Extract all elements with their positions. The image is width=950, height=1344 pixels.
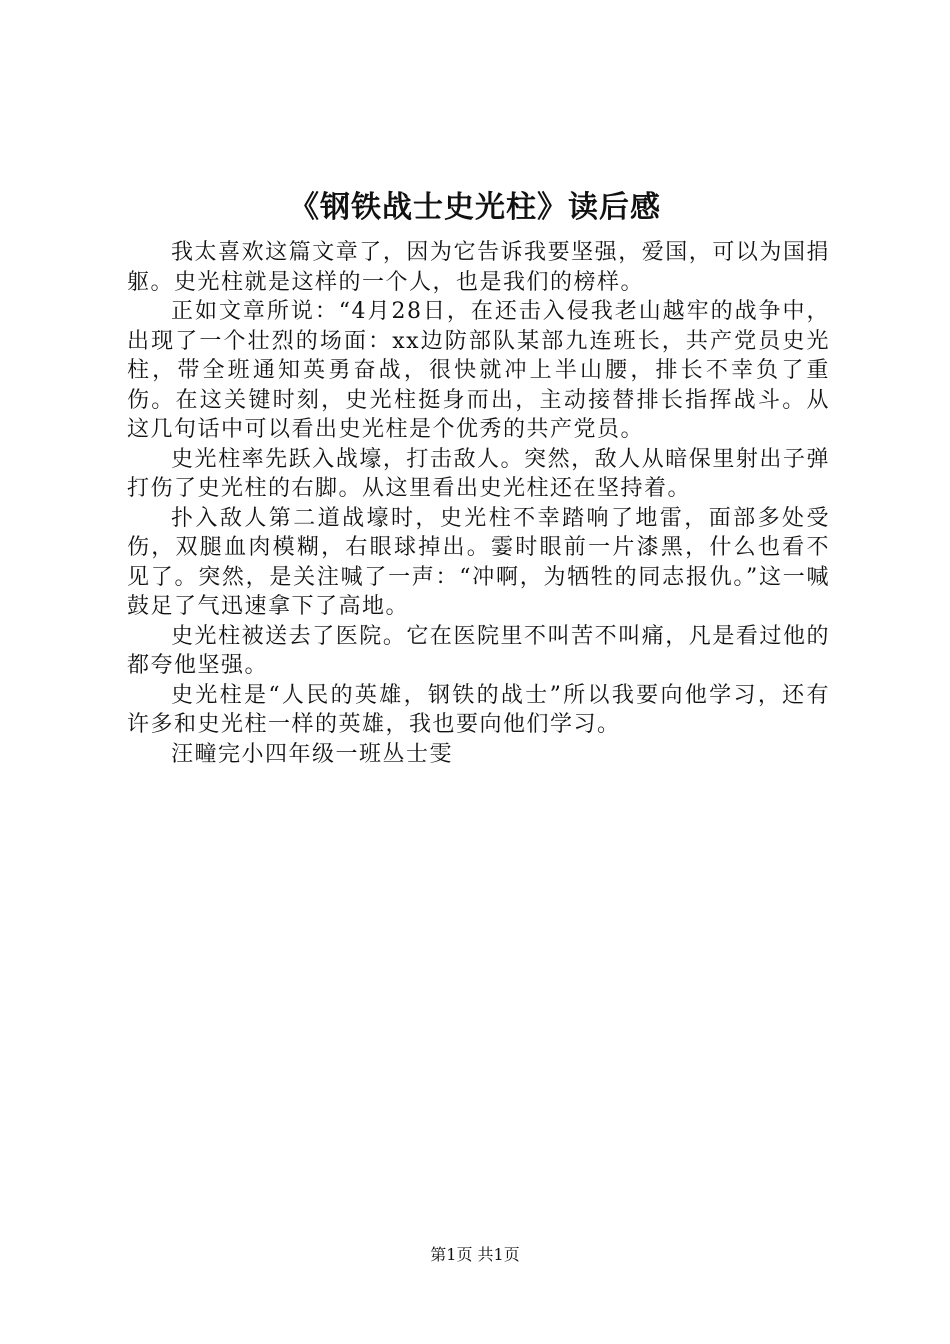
document-title: 《钢铁战士史光柱》读后感 [289,190,661,225]
paragraph: 正如文章所说：“4月28日，在还击入侵我老山越牢的战争中，出现了一个壮烈的场面：xx边防部队某部九连班长，共产党员史光柱，带全班通知英勇奋战，很快就冲上半山腰，排长不幸负了重伤。在这关键时刻，史光柱挺身而出，主动接替排长指挥战斗。从这几句话中可以看出史光柱是个优秀的共产党员。 [127,299,830,442]
paragraph: 史光柱是“人民的英雄，钢铁的战士”所以我要向他学习，还有许多和史光柱一样的英雄，我也要向他们学习。 [127,682,830,737]
paragraph: 史光柱率先跃入战壕，打击敌人。突然，敌人从暗保里射出子弹打伤了史光柱的右脚。从这里看出史光柱还在坚持着。 [127,446,830,501]
document-body [127,238,830,769]
author-signature: 汪疃完小四年级一班丛士雯 [171,741,454,767]
paragraph: 扑入敌人第二道战壕时，史光柱不幸踏响了地雷，面部多处受伤，双腿血肉模糊，右眼球掉出。霎时眼前一片漆黑，什么也看不见了。突然，是关注喊了一声：“冲啊，为牺牲的同志报仇。”这一喊鼓足了气迅速拿下了高地。 [127,505,830,619]
paragraph: 我太喜欢这篇文章了，因为它告诉我要坚强，爱国，可以为国捐躯。史光柱就是这样的一个人，也是我们的榜样。 [127,240,830,295]
paragraph: 史光柱被送去了医院。它在医院里不叫苦不叫痛，凡是看过他的都夸他坚强。 [127,623,830,678]
page-footer: 第1页 共1页 [430,1245,520,1264]
